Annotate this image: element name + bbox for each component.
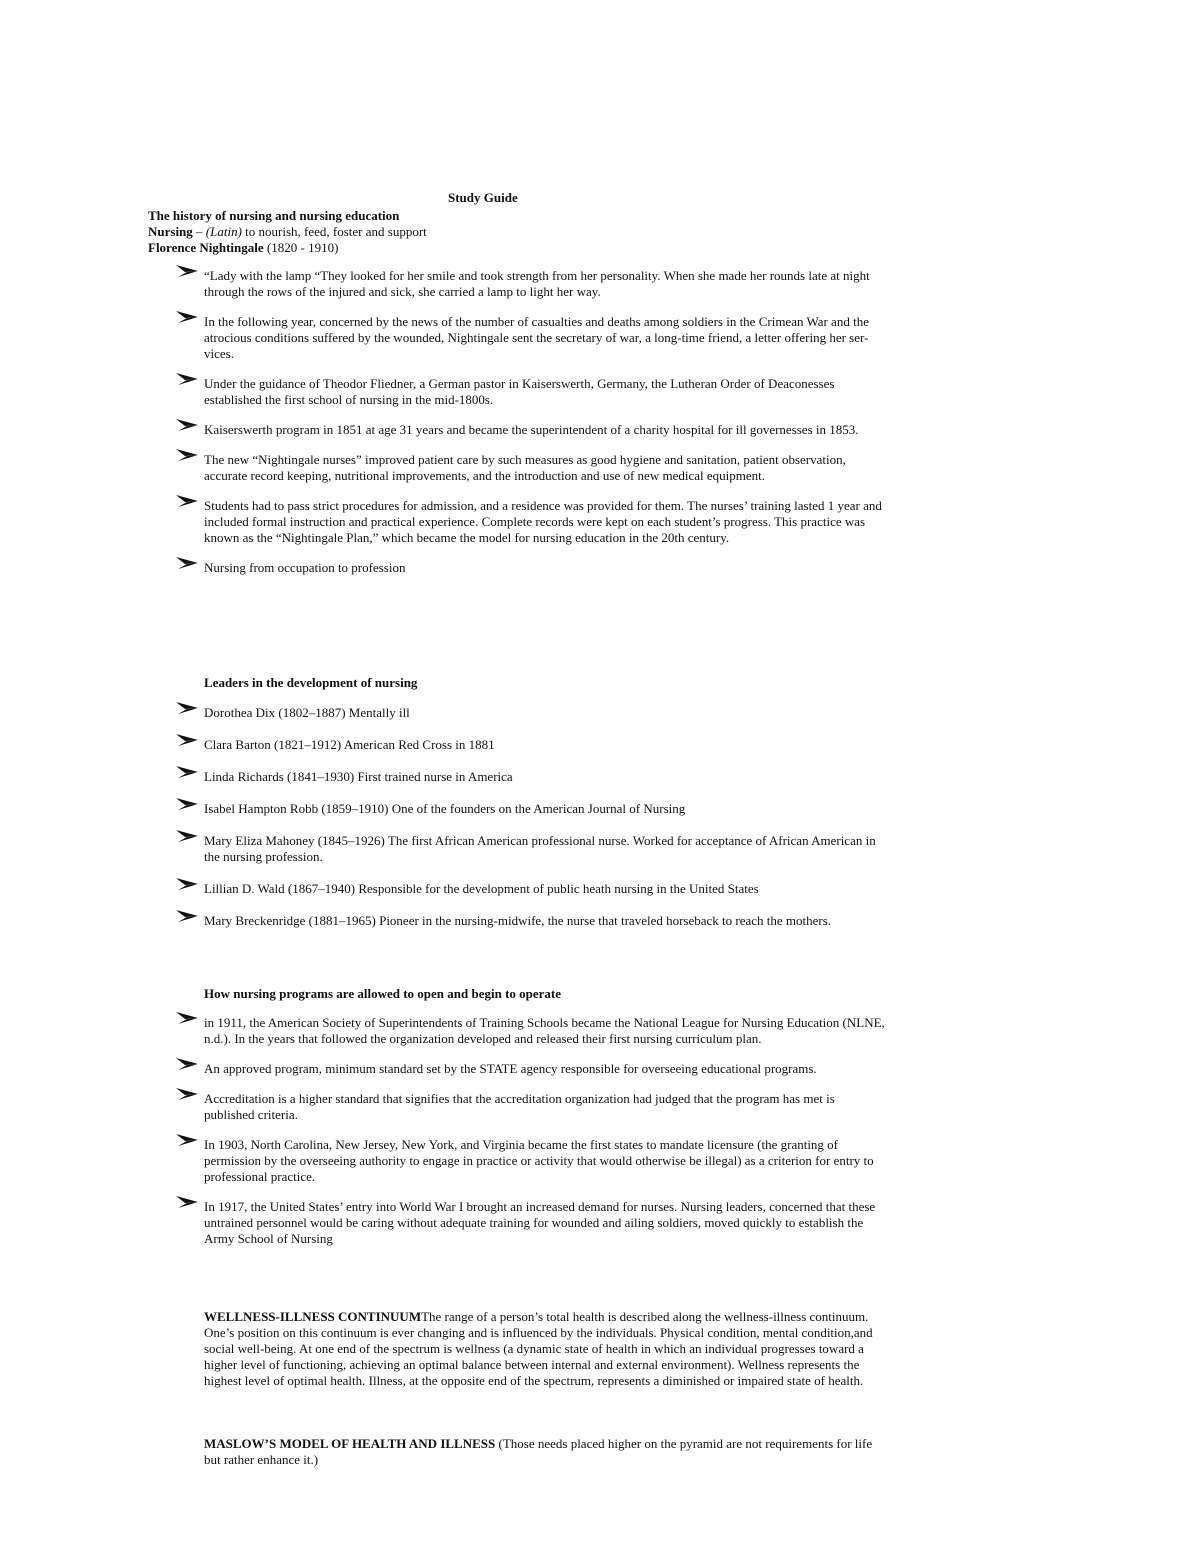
list-item	[176, 314, 886, 362]
list-item	[176, 801, 886, 817]
history-item-text: Nursing from occupation to profession	[204, 560, 406, 575]
nursing-def-text: to nourish, feed, foster and support	[241, 224, 427, 239]
arrow-bullet-icon	[176, 1086, 200, 1102]
list-item	[176, 737, 886, 753]
arrow-bullet-icon	[176, 1056, 200, 1072]
nightingale-years: (1820 - 1910)	[263, 240, 339, 255]
list-item	[176, 422, 886, 438]
list-item	[176, 833, 886, 865]
programs-list	[176, 1015, 886, 1247]
list-item	[176, 705, 886, 721]
arrow-bullet-icon	[176, 493, 200, 509]
history-item-text: Under the guidance of Theodor Fliedner, a German pastor in Kaiserswerth, Germany, the Lutheran Order of Deaconesses established the first school of nursing in the mid-1800s.	[204, 376, 835, 407]
maslow-text: (Those needs placed higher on the pyramid are not requirements for life but rather enhance it.)	[204, 1436, 873, 1467]
nursing-term: Nursing	[148, 224, 193, 239]
list-item	[176, 1137, 886, 1185]
leader-item-text: Mary Eliza Mahoney (1845–1926) The first African American professional nurse. Worked for acceptance of African American in the nursing profession.	[204, 833, 876, 864]
page-title: Study Guide	[448, 190, 518, 205]
list-item	[176, 560, 886, 576]
leader-item-text: Linda Richards (1841–1930) First trained nurse in America	[204, 769, 513, 784]
history-item-text: In the following year, concerned by the news of the number of casualties and deaths among soldiers in the Crimean War and the atrocious conditions suffered by the wounded, Nightingale sent the secretary of war, a long-time friend, a letter offering her ser-vices.	[204, 314, 869, 361]
programs-heading: How nursing programs are allowed to open and begin to operate	[204, 986, 562, 1001]
list-item	[176, 498, 886, 546]
list-item	[176, 913, 886, 929]
arrow-bullet-icon	[176, 908, 200, 924]
list-item	[176, 376, 886, 408]
leader-item-text: Clara Barton (1821–1912) American Red Cross in 1881	[204, 737, 495, 752]
arrow-bullet-icon	[176, 371, 200, 387]
leader-item-text: Lillian D. Wald (1867–1940) Responsible for the development of public heath nursing in the United States	[204, 881, 759, 896]
history-item-text: “Lady with the lamp “They looked for her smile and took strength from her personality. When she made her rounds late at night through the rows of the injured and sick, she carried a lamp to light her way.	[204, 268, 870, 299]
arrow-bullet-icon	[176, 447, 200, 463]
program-item-text: In 1903, North Carolina, New Jersey, New York, and Virginia became the first states to mandate licensure (the granting of permission by the overseeing authority to engage in practice or activity that would otherwise be illegal) as a criterion for entry to professional practice.	[204, 1137, 874, 1184]
arrow-bullet-icon	[176, 796, 200, 812]
arrow-bullet-icon	[176, 417, 200, 433]
list-item	[176, 1015, 886, 1047]
arrow-bullet-icon	[176, 732, 200, 748]
wellness-paragraph	[204, 1309, 884, 1389]
leader-item-text: Mary Breckenridge (1881–1965) Pioneer in the nursing-midwife, the nurse that traveled horseback to reach the mothers.	[204, 913, 832, 928]
list-item	[176, 452, 886, 484]
list-item	[176, 268, 886, 300]
leaders-heading: Leaders in the development of nursing	[204, 675, 418, 690]
maslow-label: MASLOW’S MODEL OF HEALTH AND ILLNESS	[204, 1436, 496, 1451]
list-item	[176, 1061, 886, 1077]
arrow-bullet-icon	[176, 1194, 200, 1210]
arrow-bullet-icon	[176, 263, 200, 279]
history-heading: The history of nursing and nursing education	[148, 208, 400, 223]
leader-item-text: Dorothea Dix (1802–1887) Mentally ill	[204, 705, 410, 720]
nightingale-line	[148, 240, 888, 256]
nightingale-name: Florence Nightingale	[148, 240, 264, 255]
leader-item-text: Isabel Hampton Robb (1859–1910) One of the founders on the American Journal of Nursing	[204, 801, 686, 816]
program-item-text: in 1911, the American Society of Superintendents of Training Schools became the National League for Nursing Education (NLNE, n.d.). In the years that followed the organization developed and released their first nursing curriculum plan.	[204, 1015, 885, 1046]
history-list	[176, 268, 886, 576]
nursing-definition	[148, 224, 888, 240]
history-item-text: The new “Nightingale nurses” improved patient care by such measures as good hygiene and sanitation, patient observation, accurate record keeping, nutritional improvements, and the introduction and use of new medical equipment.	[204, 452, 846, 483]
history-item-text: Students had to pass strict procedures for admission, and a residence was provided for them. The nurses’ training lasted 1 year and included formal instruction and practical experience. Complete records were kept on each student’s progress. This practice was known as the “Nightingale Plan,” which became the model for nursing education in the 20th century.	[204, 498, 882, 545]
wellness-text: The range of a person’s total health is described along the wellness-illness continuum. One’s position on this continuum is ever changing and is influenced by the individuals. Physical condition, mental condition,and social well-being. At one end of the spectrum is wellness (a dynamic state of health in which an individual progresses toward a higher level of functioning, achieving an optimal balance between internal and external environment). Wellness represents the highest level of optimal health. Illness, at the opposite end of the spectrum, represents a diminished or impaired state of health.	[204, 1309, 873, 1388]
maslow-paragraph	[204, 1436, 884, 1468]
wellness-label: WELLNESS-ILLNESS CONTINUUM	[204, 1309, 422, 1324]
nursing-dash: –	[192, 224, 206, 239]
program-item-text: In 1917, the United States’ entry into World War I brought an increased demand for nurses. Nursing leaders, concerned that these untrained personnel would be caring without adequate training for wounded and ailing soldiers, moved quickly to establish the Army School of Nursing	[204, 1199, 876, 1246]
list-item	[176, 881, 886, 897]
nursing-latin: (Latin)	[205, 224, 242, 239]
arrow-bullet-icon	[176, 764, 200, 780]
arrow-bullet-icon	[176, 828, 200, 844]
list-item	[176, 1199, 886, 1247]
arrow-bullet-icon	[176, 700, 200, 716]
arrow-bullet-icon	[176, 876, 200, 892]
intro-block	[148, 208, 888, 256]
program-item-text: An approved program, minimum standard set by the STATE agency responsible for overseeing educational programs.	[204, 1061, 817, 1076]
arrow-bullet-icon	[176, 1010, 200, 1026]
arrow-bullet-icon	[176, 309, 200, 325]
history-item-text: Kaiserswerth program in 1851 at age 31 years and became the superintendent of a charity hospital for ill governesses in 1853.	[204, 422, 859, 437]
arrow-bullet-icon	[176, 1132, 200, 1148]
arrow-bullet-icon	[176, 555, 200, 571]
list-item	[176, 1091, 886, 1123]
leaders-list	[176, 705, 886, 929]
program-item-text: Accreditation is a higher standard that signifies that the accreditation organization had judged that the program has met is published criteria.	[204, 1091, 835, 1122]
list-item	[176, 769, 886, 785]
